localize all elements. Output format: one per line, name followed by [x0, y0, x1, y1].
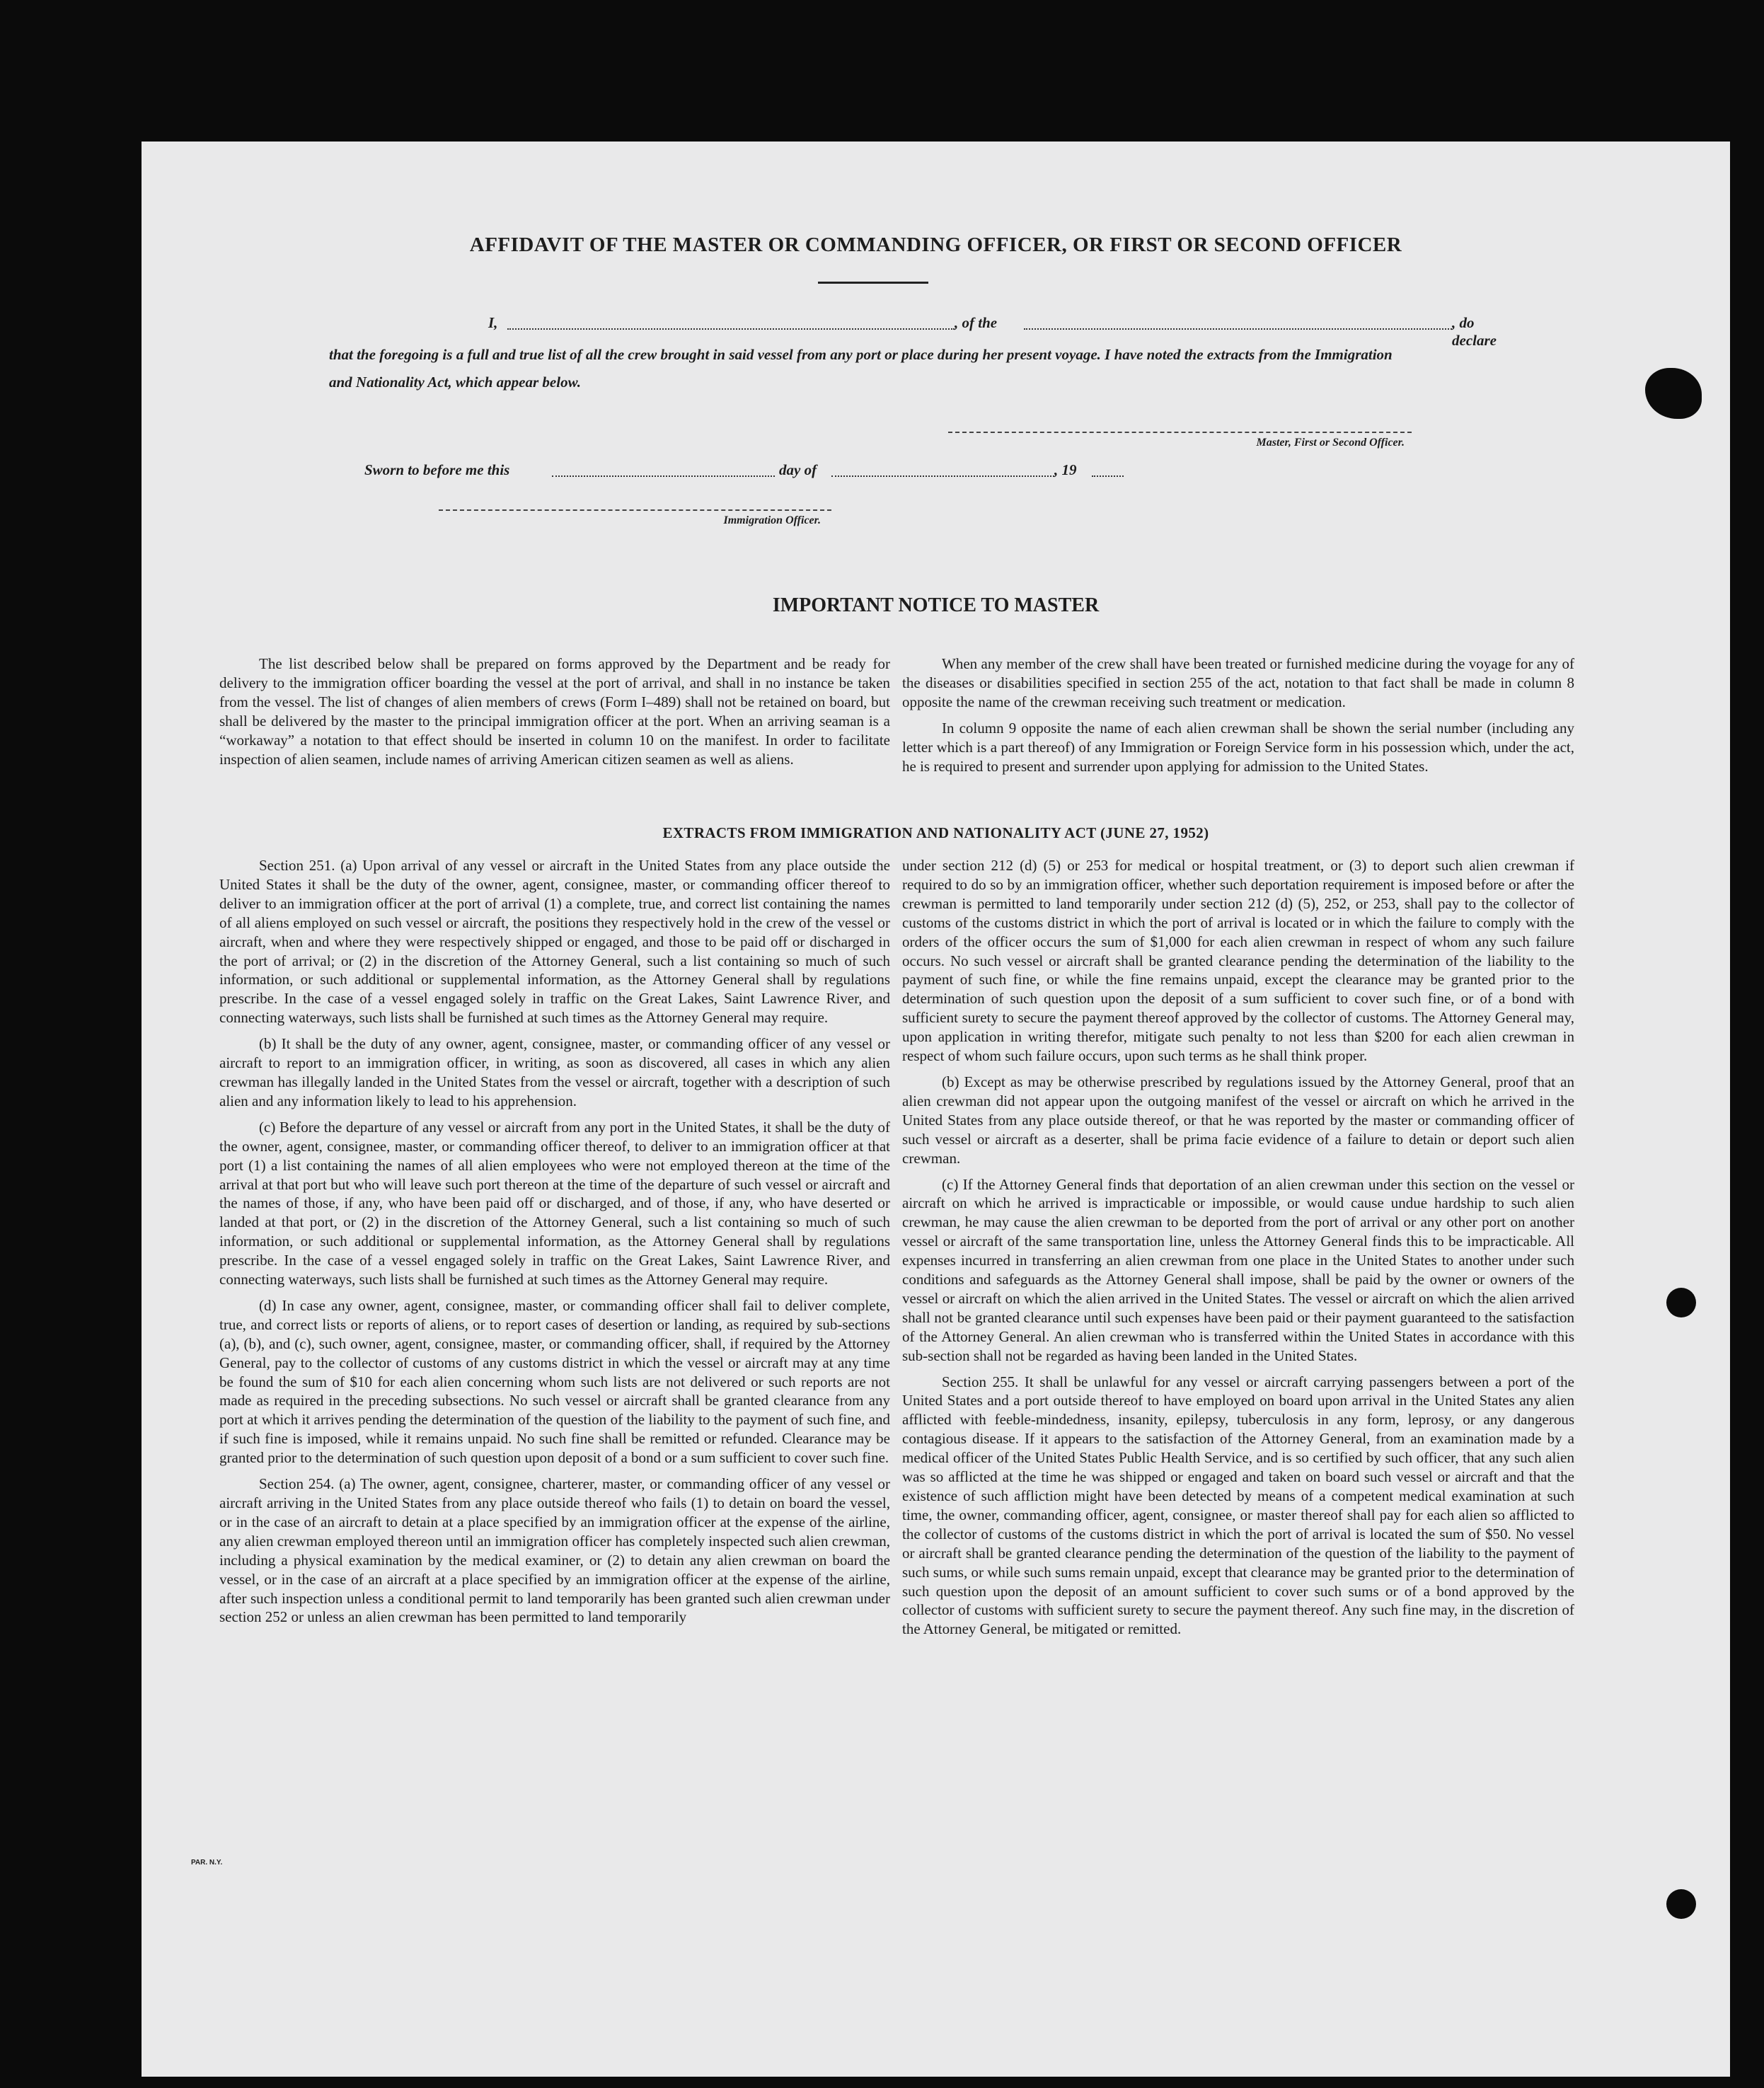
signature-line[interactable]	[948, 432, 1412, 433]
act-paragraph: Section 255. It shall be unlawful for any vessel or aircraft carrying passengers between a port of the United States and a port outside thereof to have employed on board upon arrival in the United States any alien afflicted with feeble-mindedness, insanity, epilepsy, tuberculosis in any form, leprosy, or any dangerous contagious disease. If it appears to the satisfaction of the Attorney General, from an examination made by a medical officer of the United States Public Health Service, and is so certified by such officer, that any such alien was so afflicted at the time he was shipped or engaged and taken on board such vessel or aircraft and that the existence of such affliction might have been detected by means of a competent medical examination at such time, the owner, commanding officer, agent, consignee, or master thereof shall pay for each alien so afflicted to the collector of customs of the customs district in which the port of arrival is located the sum of $50. No vessel or aircraft shall be granted clearance pending the determination of the question of the liability to the payment of such sums, or while such sums remain unpaid, except that clearance may be granted prior to the determination of such question upon the deposit of an amount sufficient to cover such sums or of a bond approved by the collector of customs with sufficient surety to secure the payment thereof. Any such fine may, in the discretion of the Attorney General, be mitigated or remitted.	[902, 1373, 1574, 1638]
notice-right-column	[902, 654, 1574, 775]
sworn-day-field[interactable]	[552, 475, 775, 477]
sworn-month-field[interactable]	[831, 475, 1054, 477]
sworn-year-field[interactable]	[1092, 475, 1124, 477]
signature-label: Master, First or Second Officer.	[1256, 437, 1405, 449]
extracts-right-column	[902, 856, 1574, 1639]
name-field[interactable]	[507, 328, 955, 330]
decl-i: I,	[488, 314, 498, 331]
act-paragraph: (c) Before the departure of any vessel or aircraft from any port in the United States, it shall be the duty of the owner, agent, consignee, master, or commanding officer thereof, to deliver to an immigration officer at that port (1) a list containing the names of all alien employees who were not employed thereon at the time of the arrival at that port but who will leave such port thereon at the time of the departure of such vessel or aircraft and the names of those, if any, who have been paid off or discharged, and of those, if any, who have deserted or landed at that port, or (2) in the discretion of the Attorney General, such a list containing so much of such information, or such additional or supplemental information, as the Attorney General shall by regulations prescribe. In the case of a vessel engaged solely in traffic on the Great Lakes, Saint Lawrence River, and connecting waterways, such lists shall be furnished at such times as the Attorney General may require.	[219, 1118, 890, 1288]
declaration-body: that the foregoing is a full and true list of all the crew brought in said vessel from any port or place during her present voyage. I have noted the extracts from the Immigration and Nationality Act, which appear below.	[329, 346, 1393, 391]
act-paragraph: Section 251. (a) Upon arrival of any vessel or aircraft in the United States from any place outside the United States it shall be the duty of the owner, agent, consignee, master, or commanding officer thereof to deliver to an immigration officer at the port of arrival (1) a complete, true, and correct list containing the names of all aliens employed on such vessel or aircraft, the positions they respectively hold in the crew of the vessel or aircraft, when and where they were respectively shipped or engaged, and those to be paid off or discharged in the port of arrival; or (2) in the discretion of the Attorney General, such a list containing so much of such information, or such additional or supplemental information, as the Attorney General shall by regulations prescribe. In the case of a vessel engaged solely in traffic on the Great Lakes, Saint Lawrence River, and connecting waterways, such lists shall be furnished at such times as the Attorney General may require.	[219, 857, 890, 1027]
act-paragraph: under section 212 (d) (5) or 253 for medical or hospital treatment, or (3) to deport such alien crewman if required to do so by an immigration officer, whether such deportation requirement is imposed before or after the crewman is permitted to land temporarily under section 212 (d) (5), 252, or 253, shall pay to the collector of customs of the customs district in which the port of arrival is located or in which the failure to comply with the orders of the officer occurs the sum of $1,000 for each alien crewman in respect of whom any such failure occurs. No such vessel or aircraft shall be granted clearance pending the determination of the liability to the payment of such fine, or while the fine remains unpaid, except the clearance may be granted prior to the determination of such question upon the deposit of a sum sufficient to cover such fine, or of a bond with sufficient surety to secure the payment thereof approved by the collector of customs. The Attorney General may, upon application in writing therefor, mitigate such penalty to not less than $200 for each alien crewman in respect of whom such failure occurs, upon such terms as he shall think proper.	[902, 857, 1574, 1065]
extracts-left-column	[219, 856, 890, 1627]
act-paragraph: (b) Except as may be otherwise prescribed by regulations issued by the Attorney General, proof that an alien crewman did not appear upon the outgoing manifest of the vessel or aircraft on which he arrived in the United States from any place outside thereof, or that he was reported by the master or commanding officer of such vessel or aircraft as a deserter, shall be prima facie evidence of a failure to detain or deport such alien crewman.	[902, 1073, 1574, 1167]
notice-title: IMPORTANT NOTICE TO MASTER	[772, 594, 1100, 616]
punch-hole	[1666, 1288, 1696, 1317]
sworn-day-of: day of	[779, 461, 817, 478]
notice-left-column	[219, 654, 890, 768]
act-paragraph: Section 254. (a) The owner, agent, consignee, charterer, master, or commanding officer of any vessel or aircraft arriving in the United States from any place outside thereof who fails (1) to detain on board the vessel, or in the case of an aircraft to detain at a place specified by an immigration officer at the expense of the airline, any alien crewman employed thereon until an immigration officer has completely inspected such alien crewman, including a physical examination by the medical examiner, or (2) to detain any alien crewman on board the vessel, or in the case of an aircraft at a place specified by an immigration officer at the expense of the airline, after such inspection unless a conditional permit to land temporarily has been granted such alien crewman under section 252 or unless an alien crewman has been permitted to land temporarily	[219, 1475, 890, 1626]
act-paragraph: (d) In case any owner, agent, consignee, master, or commanding officer shall fail to deliver complete, true, and correct lists or reports of aliens, or to report cases of desertion or landing, as required by sub-sections (a), (b), and (c), such owner, agent, consignee, master, or commanding officer, shall, if required by the Attorney General, pay to the collector of customs of any customs district in which the vessel or aircraft may at any time be found the sum of $10 for each alien concerning whom such lists are not delivered or such reports are not made as required in the preceding subsections. No such vessel or aircraft shall be granted clearance from any port at which it arrives pending the determination of the question of the liability to the payment of such fine, and if such fine is imposed, while it remains unpaid. No such fine shall be remitted or refunded. Clearance may be granted prior to the determination of such question upon deposit of a bond or a sum sufficient to cover such fine.	[219, 1296, 890, 1467]
officer-signature-line[interactable]	[439, 509, 831, 511]
decl-do-declare: , do declare	[1452, 314, 1497, 349]
notice-paragraph: When any member of the crew shall have been treated or furnished medicine during the voyage for any of the diseases or disabilities specified in section 255 of the act, notation to that fact shall be made in column 8 opposite the name of the crewman receiving such treatment or medication.	[902, 655, 1574, 710]
document-page	[142, 142, 1730, 2077]
vessel-field[interactable]	[1024, 328, 1452, 330]
torn-corner	[1645, 368, 1702, 419]
decl-of-the: , of the	[955, 314, 998, 331]
punch-hole	[1666, 1889, 1696, 1919]
title-rule	[818, 282, 928, 284]
extracts-title: EXTRACTS FROM IMMIGRATION AND NATIONALITY ACT (JUNE 27, 1952)	[662, 824, 1209, 841]
notice-paragraph: The list described below shall be prepared on forms approved by the Department and be ready for delivery to the immigration officer boarding the vessel at the port of arrival, and shall in no instance be taken from the vessel. The list of changes of alien members of crews (Form I–489) shall not be retained on board, but shall be delivered by the master to the principal immigration officer at the port. When an arriving seaman is a “workaway” a notation to that effect should be inserted in column 10 on the manifest. In order to facilitate inspection of alien seamen, include names of arriving American citizen seamen as well as aliens.	[219, 655, 890, 768]
printer-mark: PAR. N.Y.	[191, 1859, 223, 1867]
officer-label: Immigration Officer.	[723, 514, 821, 526]
affidavit-title: AFFIDAVIT OF THE MASTER OR COMMANDING OFFICER, OR FIRST OR SECOND OFFICER	[469, 233, 1402, 256]
sworn-text: Sworn to before me this	[364, 461, 510, 478]
notice-paragraph: In column 9 opposite the name of each alien crewman shall be shown the serial number (including any letter which is a part thereof) of any Immigration or Foreign Service form in his possession which, under the act, he is required to present and surrender upon applying for admission to the United States.	[902, 719, 1574, 775]
sworn-year: , 19	[1054, 461, 1077, 478]
act-paragraph: (b) It shall be the duty of any owner, agent, consignee, master, or commanding officer of any vessel or aircraft to report to an immigration officer, in writing, as soon as discovered, all cases in which any alien crewman has illegally landed in the United States from the vessel or aircraft, together with a description of such alien and any information likely to lead to his apprehension.	[219, 1035, 890, 1109]
act-paragraph: (c) If the Attorney General finds that deportation of an alien crewman under this section on the vessel or aircraft on which he arrived is impracticable or impossible, or would cause undue hardship to such alien crewman, he may cause the alien crewman to be deported from the port of arrival or any other port on another vessel or aircraft of the same transportation line, unless the Attorney General finds this to be impracticable. All expenses incurred in transferring an alien crewman from one place in the United States to another under such conditions and safeguards as the Attorney General shall impose, shall be paid by the owner or owners of the vessel or aircraft on which the alien arrived in the United States. The vessel or aircraft on which the alien arrived shall not be granted clearance until such expenses have been paid or their payment guaranteed to the satisfaction of the Attorney General. An alien crewman who is transferred within the United States in accordance with this sub-section shall not be regarded as having been landed in the United States.	[902, 1175, 1574, 1364]
